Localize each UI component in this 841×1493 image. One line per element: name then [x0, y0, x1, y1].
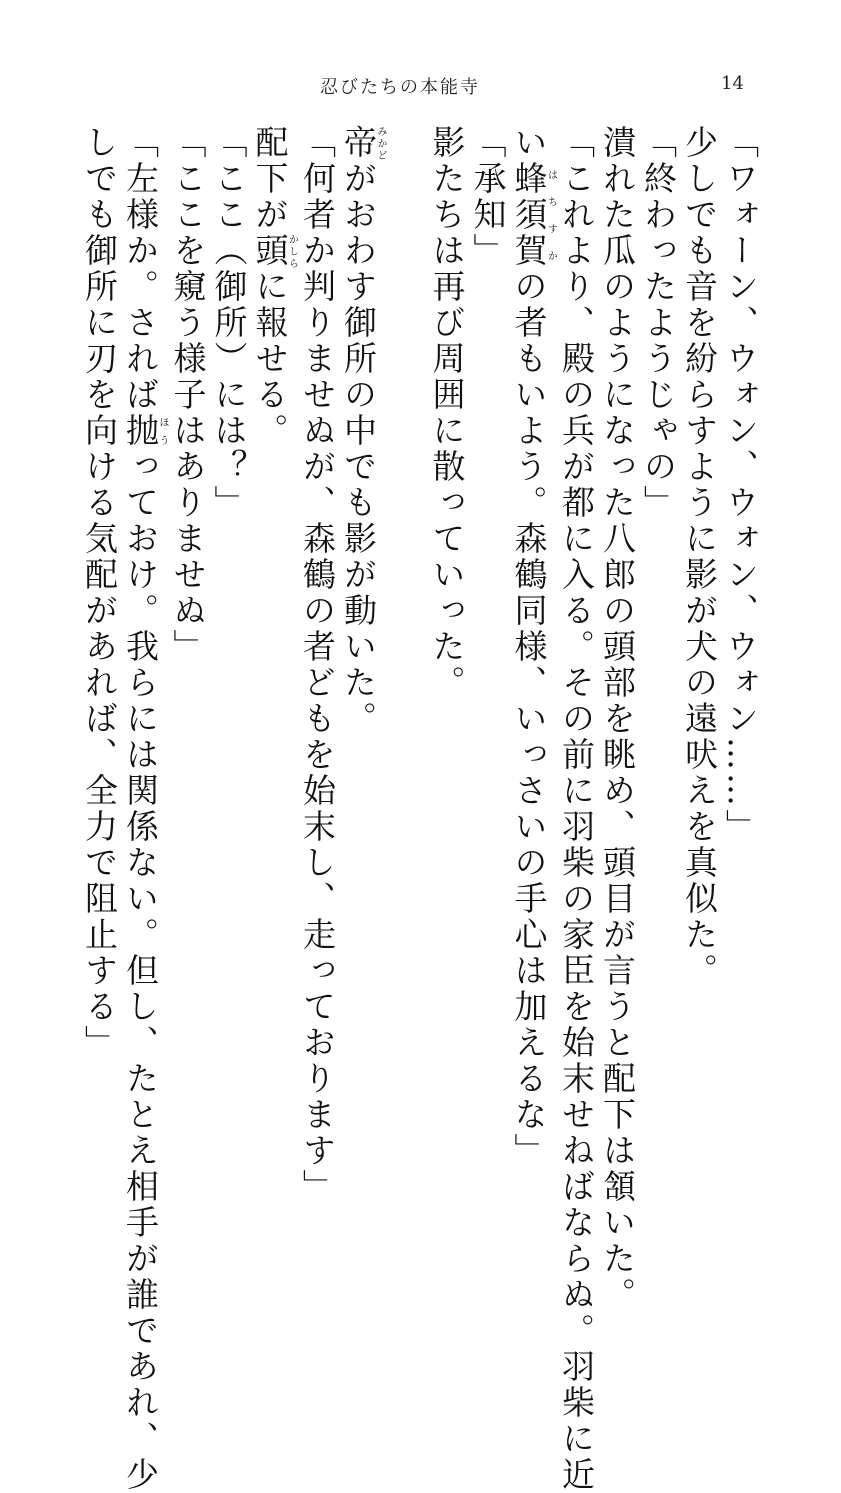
ruby-word: [509, 161, 557, 269]
text-line: [120, 125, 168, 1493]
text-line: [509, 125, 557, 1169]
text-line: 「ワォーン、ウォン、ウォン、ウォン……」: [721, 125, 760, 845]
text-segment: に報せる。: [250, 269, 290, 449]
text-segment: っておけ。我らには関係ない。但し、たとえ相手が誰であれ、少: [121, 449, 160, 1493]
text-line: 「承知」: [468, 125, 508, 269]
text-line: しでも御所に刃を向ける気配があれば、全力で阻止する」: [80, 125, 119, 1061]
text-line: 少しでも音を紛らすように影が犬の遠吠えを真似た。: [680, 125, 719, 989]
text-line: 影たちは再び周囲に散っていった。: [427, 125, 467, 701]
text-segment: がおわす御所の中でも影が動いた。: [339, 161, 378, 737]
text-line: 潰れた瓜のようになった八郎の頭部を眺め、頭目が言うと配下は頷いた。: [598, 125, 637, 1313]
ruby-base: 抛: [121, 413, 160, 449]
text-segment: 「左様か。されば: [121, 125, 160, 413]
ruby-base: 蜂須賀: [509, 161, 549, 269]
ruby-reading: ほう: [157, 413, 168, 449]
text-line: [250, 125, 298, 1145]
ruby-reading: みかど: [375, 125, 386, 161]
ruby-base: 頭: [250, 233, 290, 269]
text-line: 「終わったようじゃの」: [639, 125, 678, 521]
text-segment: 配下が: [250, 125, 290, 233]
text-line: 「これより、殿の兵が都に入る。その前に羽柴の家臣を始末せねばならぬ。羽柴に近: [557, 125, 596, 1493]
ruby-word: [250, 233, 298, 269]
text-line: [386, 125, 427, 1145]
running-header-title: 忍びたちの本能寺: [320, 77, 480, 98]
text-line: 「ここ（御所）には？」: [209, 125, 249, 521]
ruby-reading: かしら: [286, 233, 298, 269]
ruby-word: [121, 413, 168, 449]
ruby-reading: はちすか: [545, 161, 557, 269]
page-number: 14: [721, 73, 744, 94]
novel-body-text: [79, 125, 761, 1493]
ruby-word: [339, 125, 386, 161]
text-line: [338, 125, 386, 1145]
text-segment: の者もいよう。森鶴同様、いっさいの手心は加えるな」: [509, 269, 549, 1169]
ruby-base: 帝: [339, 125, 378, 161]
text-line: 「ここを窺う様子はありませぬ」: [168, 125, 208, 665]
text-line: 「何者か判りませぬが、森鶴の者どもを始末し、走っております」: [298, 125, 337, 1205]
text-segment: い: [509, 125, 549, 161]
